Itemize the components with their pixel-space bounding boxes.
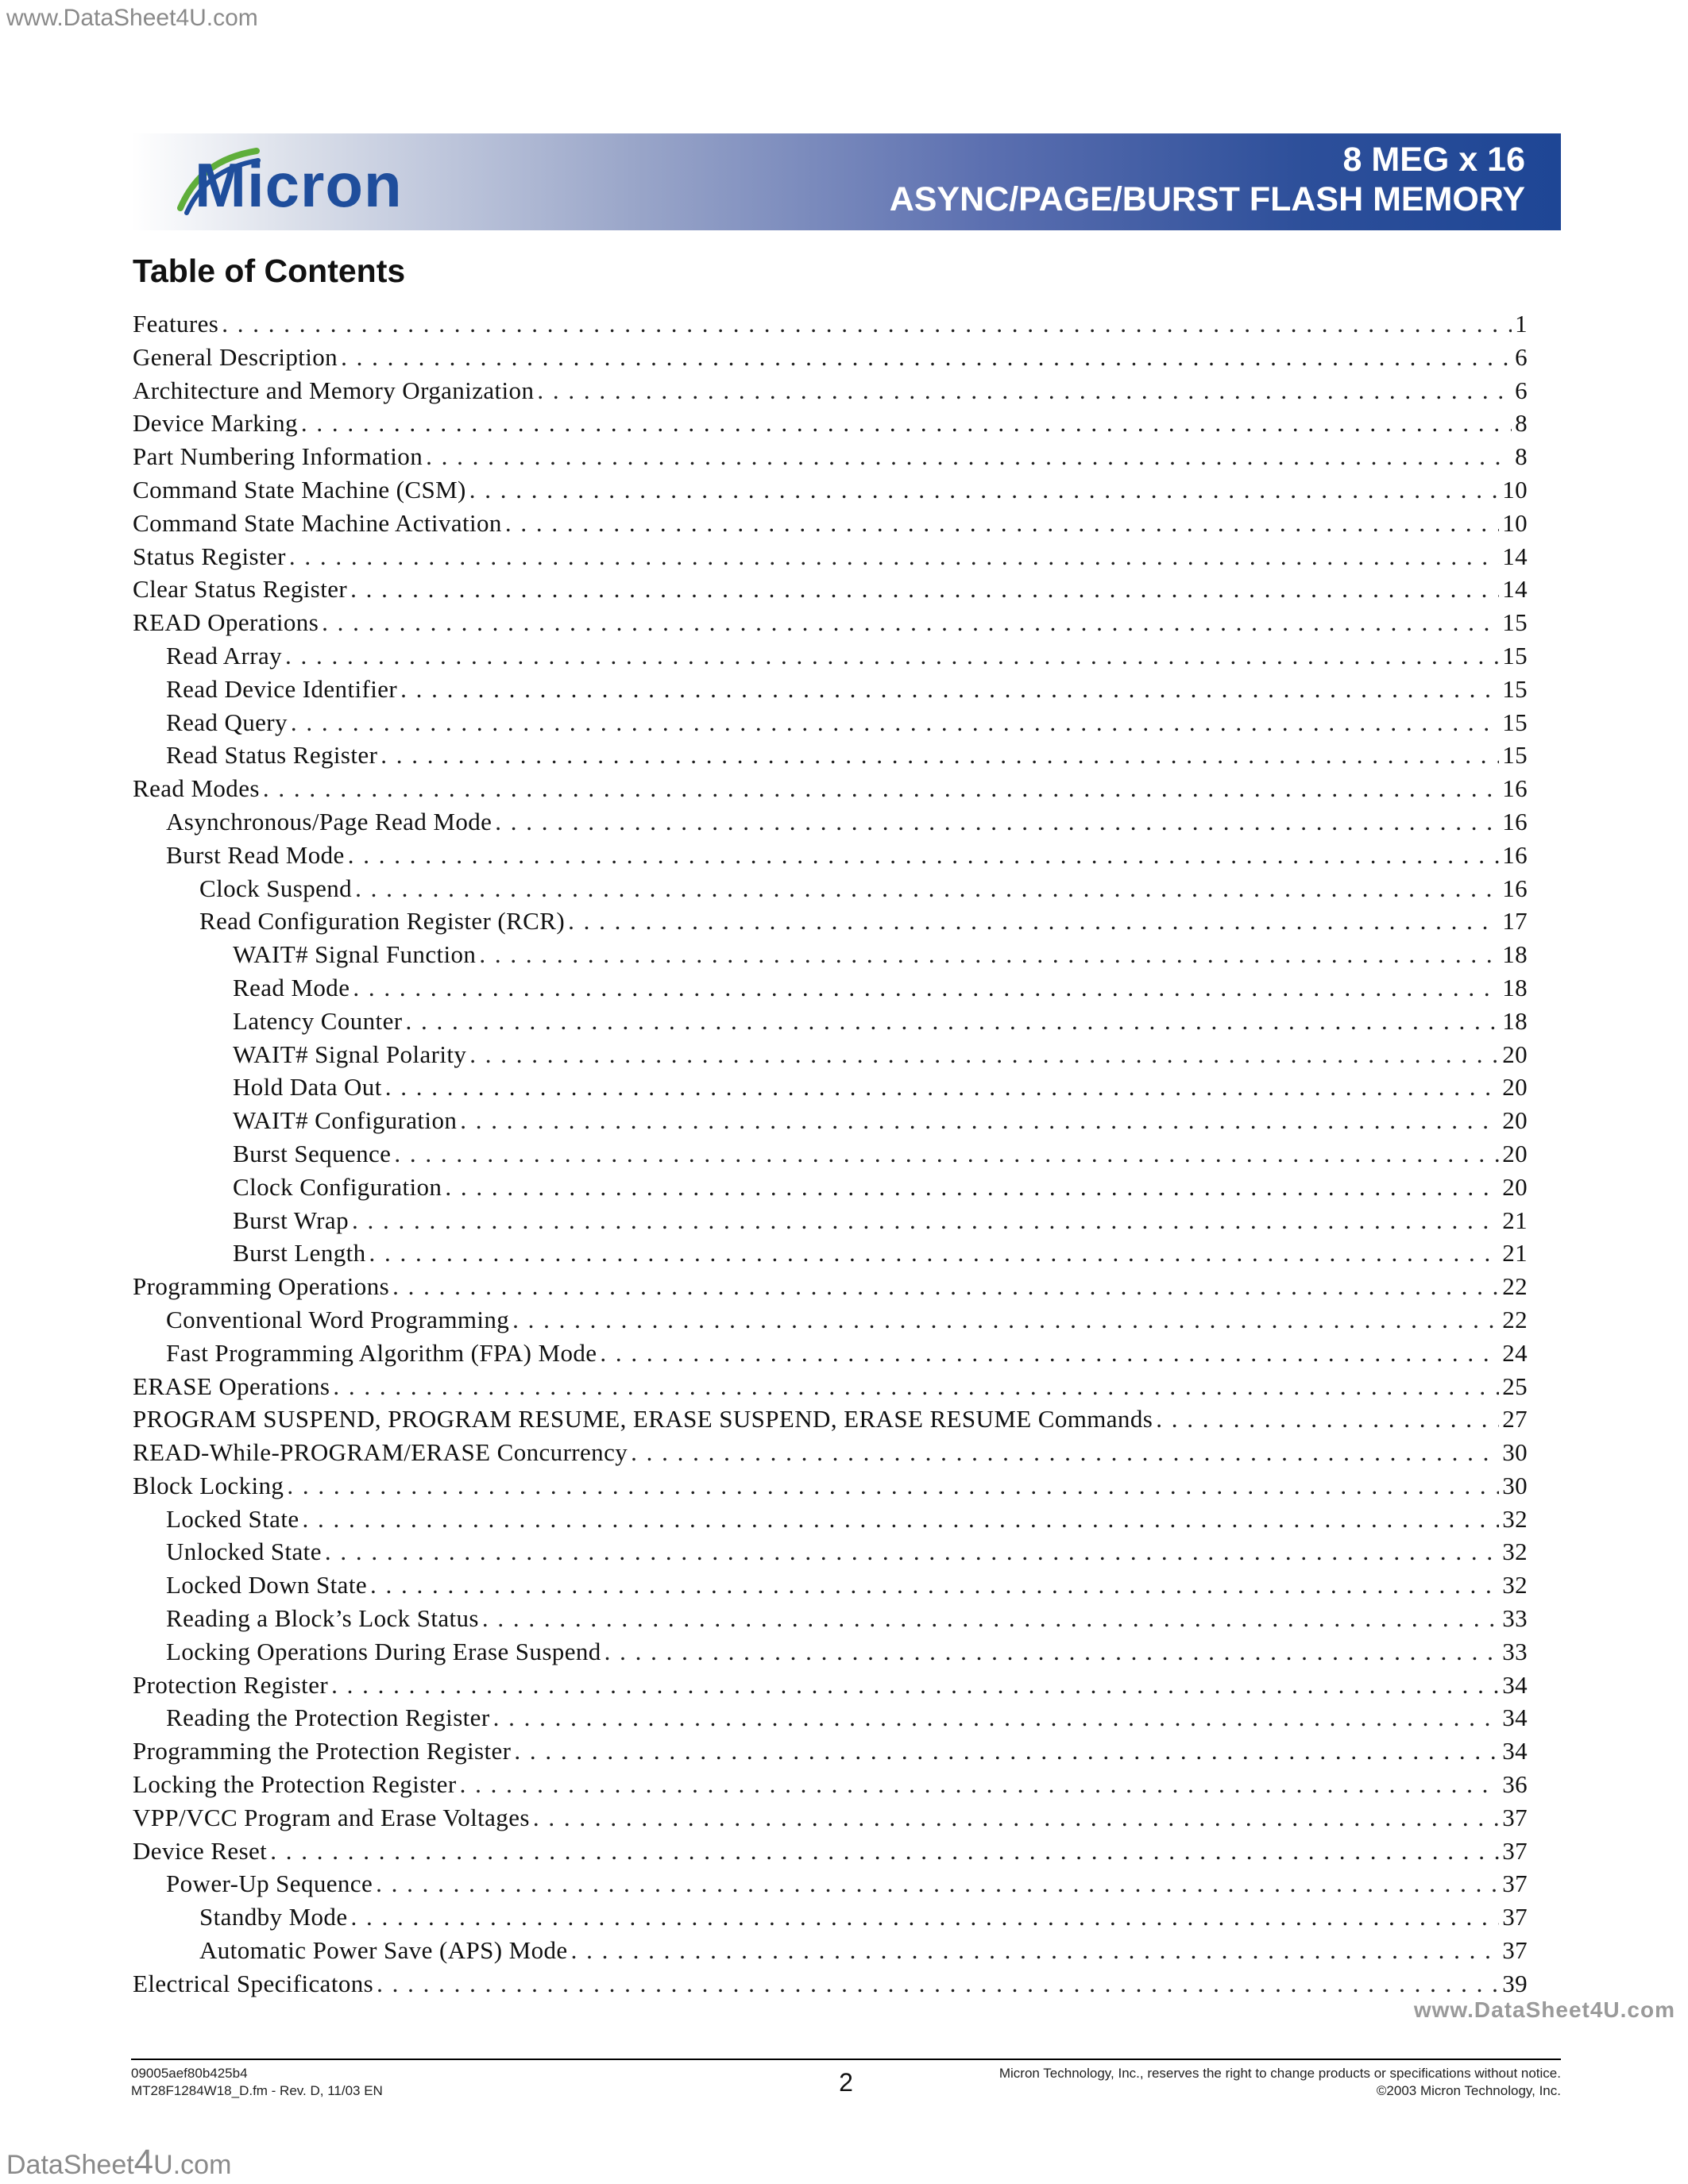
toc-entry[interactable] — [133, 1339, 1528, 1372]
toc-leader-dots — [322, 608, 1499, 637]
toc-leader-dots — [377, 1970, 1499, 1998]
toc-entry[interactable] — [133, 1073, 1528, 1106]
toc-entry-page: 1 — [1515, 310, 1528, 338]
toc-leader-dots — [350, 575, 1499, 604]
doc-id: 09005aef80b425b4 — [131, 2066, 248, 2081]
toc-entry-title: Clear Status Register — [133, 575, 348, 604]
toc-leader-dots — [495, 808, 1499, 836]
toc-entry-title: Read Configuration Register (RCR) — [199, 907, 566, 936]
toc-entry[interactable] — [133, 1970, 1528, 2003]
toc-entry-page: 32 — [1502, 1538, 1528, 1566]
toc-entry-page: 21 — [1502, 1239, 1528, 1268]
toc-leader-dots — [469, 476, 1499, 504]
toc-leader-dots — [355, 874, 1499, 903]
toc-entry-title: Device Marking — [133, 409, 298, 438]
toc-entry-page: 32 — [1502, 1504, 1528, 1533]
toc-entry-page: 6 — [1515, 376, 1528, 404]
toc-entry-title: Locking Operations During Erase Suspend — [166, 1637, 601, 1665]
footer-rule — [131, 2059, 1561, 2060]
toc-entry-title: WAIT# Configuration — [233, 1106, 458, 1135]
toc-leader-dots — [325, 1538, 1499, 1566]
toc-entry[interactable] — [133, 1671, 1528, 1704]
toc-entry[interactable] — [133, 907, 1528, 940]
toc-entry-page: 20 — [1502, 1040, 1528, 1068]
table-of-contents — [133, 310, 1528, 2003]
toc-leader-dots — [285, 642, 1499, 670]
toc-entry-title: Read Modes — [133, 774, 260, 803]
toc-entry-title: General Description — [133, 342, 338, 371]
toc-leader-dots — [331, 1671, 1499, 1700]
toc-entry-page: 22 — [1502, 1272, 1528, 1301]
toc-leader-dots — [512, 1306, 1499, 1334]
toc-entry[interactable] — [133, 940, 1528, 974]
toc-entry[interactable] — [133, 675, 1528, 708]
toc-entry-title: Latency Counter — [233, 1006, 403, 1035]
toc-entry-page: 10 — [1502, 508, 1528, 537]
toc-entry-title: Block Locking — [133, 1471, 284, 1499]
toc-entry-title: PROGRAM SUSPEND, PROGRAM RESUME, ERASE SUSPEND, ERASE RESUME Commands — [133, 1405, 1153, 1433]
watermark-bottom — [6, 2143, 231, 2182]
toc-leader-dots — [460, 1106, 1499, 1135]
toc-entry[interactable] — [133, 1372, 1528, 1406]
toc-leader-dots — [370, 1571, 1499, 1599]
toc-entry-page: 33 — [1502, 1604, 1528, 1633]
toc-entry-page: 16 — [1502, 774, 1528, 803]
toc-entry-page: 20 — [1502, 1172, 1528, 1201]
toc-leader-dots — [493, 1704, 1500, 1732]
header-banner — [131, 133, 1561, 230]
toc-leader-dots — [301, 409, 1512, 438]
toc-entry-title: ERASE Operations — [133, 1372, 330, 1400]
toc-entry[interactable] — [133, 310, 1528, 343]
toc-entry[interactable] — [133, 774, 1528, 808]
disclaimer: Micron Technology, Inc., reserves the right to change products or specifications without notice. — [999, 2066, 1561, 2081]
toc-leader-dots — [380, 741, 1499, 770]
toc-entry[interactable] — [133, 442, 1528, 476]
toc-entry-title: Reading a Block’s Lock Status — [166, 1604, 479, 1633]
toc-entry[interactable] — [133, 1438, 1528, 1472]
toc-entry-title: Standby Mode — [199, 1903, 348, 1931]
toc-leader-dots — [270, 1837, 1499, 1866]
toc-entry[interactable] — [133, 409, 1528, 442]
toc-entry[interactable] — [133, 1405, 1528, 1438]
toc-leader-dots — [537, 376, 1512, 405]
footer-right — [999, 2065, 1561, 2100]
toc-leader-dots — [571, 1936, 1500, 1965]
toc-entry-page: 37 — [1502, 1870, 1528, 1898]
toc-entry-title: Asynchronous/Page Read Mode — [166, 807, 492, 835]
toc-entry-page: 16 — [1502, 840, 1528, 869]
toc-entry-page: 15 — [1502, 641, 1528, 669]
toc-leader-dots — [352, 1206, 1499, 1235]
toc-entry[interactable] — [133, 974, 1528, 1007]
toc-entry-page: 16 — [1502, 874, 1528, 902]
toc-entry-page: 8 — [1515, 442, 1528, 471]
toc-entry-title: Status Register — [133, 542, 286, 570]
page-number: 2 — [839, 2068, 853, 2097]
toc-entry[interactable] — [133, 1604, 1528, 1638]
toc-entry[interactable] — [133, 376, 1528, 410]
toc-entry-title: Programming Operations — [133, 1272, 390, 1301]
toc-entry-page: 37 — [1502, 1803, 1528, 1831]
toc-entry-title: Command State Machine Activation — [133, 508, 502, 537]
toc-leader-dots — [333, 1372, 1499, 1401]
toc-entry-title: Power-Up Sequence — [166, 1870, 373, 1898]
title-line-2: ASYNC/PAGE/BURST FLASH MEMORY — [889, 180, 1525, 218]
watermark-bottom-suffix: U.com — [153, 2150, 232, 2180]
toc-entry-title: Locked State — [166, 1504, 299, 1533]
toc-entry[interactable] — [133, 1770, 1528, 1804]
toc-leader-dots — [605, 1638, 1500, 1666]
toc-entry[interactable] — [133, 1040, 1528, 1074]
file-revision: MT28F1284W18_D.fm - Rev. D, 11/03 EN — [131, 2083, 383, 2098]
title-line-1: 8 MEG x 16 — [1342, 141, 1525, 179]
toc-leader-dots — [568, 907, 1499, 936]
toc-entry[interactable] — [133, 808, 1528, 841]
toc-entry-title: Device Reset — [133, 1836, 268, 1865]
toc-entry-page: 39 — [1502, 1969, 1528, 1997]
toc-entry-title: Locking the Protection Register — [133, 1770, 457, 1799]
toc-entry-title: Protection Register — [133, 1670, 329, 1699]
toc-entry-title: WAIT# Signal Function — [233, 940, 477, 969]
toc-entry[interactable] — [133, 1903, 1528, 1936]
toc-entry-title: Electrical Specificatons — [133, 1969, 374, 1997]
toc-entry-title: Burst Length — [233, 1239, 366, 1268]
document-title — [890, 140, 1525, 219]
toc-entry[interactable] — [133, 1239, 1528, 1272]
toc-entry-page: 15 — [1502, 708, 1528, 736]
toc-entry[interactable] — [133, 343, 1528, 376]
toc-leader-dots — [287, 1472, 1499, 1500]
toc-entry-page: 22 — [1502, 1305, 1528, 1333]
toc-entry-page: 37 — [1502, 1936, 1528, 1965]
toc-entry-title: Architecture and Memory Organization — [133, 376, 535, 404]
toc-entry[interactable] — [133, 1272, 1528, 1306]
toc-entry-page: 36 — [1502, 1770, 1528, 1799]
toc-entry[interactable] — [133, 1306, 1528, 1339]
toc-entry-page: 14 — [1502, 575, 1528, 604]
toc-entry-title: Unlocked State — [166, 1538, 322, 1566]
toc-entry[interactable] — [133, 1173, 1528, 1206]
toc-entry-page: 20 — [1502, 1106, 1528, 1135]
toc-entry-title: Read Device Identifier — [166, 674, 398, 703]
toc-leader-dots — [505, 509, 1499, 538]
toc-entry-page: 27 — [1502, 1405, 1528, 1433]
toc-leader-dots — [341, 343, 1512, 372]
toc-leader-dots — [600, 1339, 1499, 1368]
toc-entry-title: Reading the Protection Register — [166, 1704, 490, 1732]
toc-leader-dots — [351, 1903, 1500, 1931]
toc-entry-title: Clock Configuration — [233, 1172, 442, 1201]
toc-leader-dots — [348, 841, 1499, 870]
toc-entry[interactable] — [133, 1472, 1528, 1505]
toc-entry[interactable] — [133, 1704, 1528, 1737]
toc-entry-page: 15 — [1502, 608, 1528, 637]
toc-leader-dots — [631, 1438, 1499, 1467]
toc-entry[interactable] — [133, 1106, 1528, 1140]
toc-leader-dots — [479, 940, 1499, 969]
toc-entry[interactable] — [133, 1804, 1528, 1837]
toc-entry-page: 30 — [1502, 1471, 1528, 1499]
toc-leader-dots — [353, 974, 1499, 1002]
toc-entry-title: READ-While-PROGRAM/ERASE Concurrency — [133, 1438, 628, 1467]
toc-entry[interactable] — [133, 1206, 1528, 1240]
toc-leader-dots — [392, 1272, 1499, 1301]
toc-entry-title: Fast Programming Algorithm (FPA) Mode — [166, 1338, 597, 1367]
toc-entry-title: Read Mode — [233, 973, 350, 1001]
toc-entry-title: VPP/VCC Program and Erase Voltages — [133, 1803, 530, 1831]
toc-entry-title: Read Array — [166, 641, 283, 669]
toc-entry-title: READ Operations — [133, 608, 319, 637]
micron-logo — [163, 143, 465, 222]
copyright: ©2003 Micron Technology, Inc. — [1376, 2083, 1561, 2098]
toc-entry-page: 15 — [1502, 674, 1528, 703]
toc-entry-title: Burst Read Mode — [166, 840, 345, 869]
toc-entry-page: 8 — [1515, 409, 1528, 438]
toc-entry-title: Part Numbering Information — [133, 442, 423, 471]
toc-entry-page: 16 — [1502, 807, 1528, 835]
toc-entry-page: 24 — [1502, 1338, 1528, 1367]
toc-entry[interactable] — [133, 1936, 1528, 1970]
toc-entry[interactable] — [133, 608, 1528, 642]
toc-leader-dots — [222, 310, 1512, 338]
toc-entry-title: Features — [133, 310, 219, 338]
toc-entry[interactable] — [133, 1538, 1528, 1571]
toc-entry-page: 20 — [1502, 1139, 1528, 1167]
toc-leader-dots — [1156, 1405, 1499, 1433]
toc-entry-page: 37 — [1502, 1836, 1528, 1865]
toc-entry-title: Burst Wrap — [233, 1206, 349, 1234]
toc-entry-page: 20 — [1502, 1073, 1528, 1102]
toc-entry-title: Command State Machine (CSM) — [133, 475, 466, 504]
toc-entry-title: Programming the Protection Register — [133, 1737, 512, 1765]
toc-entry-page: 14 — [1502, 542, 1528, 570]
watermark-top: www.DataSheet4U.com — [6, 5, 258, 31]
toc-leader-dots — [469, 1040, 1499, 1069]
toc-leader-dots — [303, 1505, 1500, 1534]
toc-leader-dots — [533, 1804, 1499, 1832]
toc-entry-page: 18 — [1502, 940, 1528, 969]
toc-leader-dots — [263, 774, 1499, 803]
toc-entry-page: 6 — [1515, 342, 1528, 371]
toc-entry-title: WAIT# Signal Polarity — [233, 1040, 467, 1068]
toc-entry-title: Read Query — [166, 708, 288, 736]
toc-entry[interactable] — [133, 509, 1528, 542]
toc-entry-title: Conventional Word Programming — [166, 1305, 510, 1333]
toc-leader-dots — [376, 1870, 1499, 1898]
toc-entry-title: Clock Suspend — [199, 874, 353, 902]
toc-leader-dots — [514, 1737, 1499, 1765]
toc-entry[interactable] — [133, 1870, 1528, 1903]
toc-leader-dots — [385, 1073, 1499, 1102]
watermark-right: www.DataSheet4U.com — [1413, 1997, 1675, 2022]
toc-leader-dots — [426, 442, 1512, 471]
toc-leader-dots — [369, 1239, 1500, 1268]
toc-entry[interactable] — [133, 1837, 1528, 1870]
toc-entry[interactable] — [133, 1007, 1528, 1040]
toc-entry-title: Read Status Register — [166, 741, 378, 770]
footer-left — [131, 2065, 383, 2100]
toc-entry-page: 10 — [1502, 475, 1528, 504]
toc-entry[interactable] — [133, 841, 1528, 874]
toc-leader-dots — [394, 1140, 1499, 1168]
toc-entry[interactable] — [133, 542, 1528, 576]
toc-entry-title: Locked Down State — [166, 1571, 368, 1599]
toc-leader-dots — [291, 708, 1499, 737]
toc-entry[interactable] — [133, 741, 1528, 774]
toc-entry[interactable] — [133, 1571, 1528, 1604]
toc-entry-page: 37 — [1502, 1903, 1528, 1931]
toc-entry-page: 34 — [1502, 1670, 1528, 1699]
toc-entry-page: 15 — [1502, 741, 1528, 770]
toc-entry-page: 17 — [1502, 907, 1528, 936]
svg-text:Micron: Micron — [195, 150, 403, 220]
toc-entry-title: Burst Sequence — [233, 1139, 392, 1167]
toc-leader-dots — [400, 675, 1499, 704]
toc-leader-dots — [445, 1173, 1499, 1202]
toc-entry[interactable] — [133, 1638, 1528, 1671]
toc-entry-page: 34 — [1502, 1737, 1528, 1765]
toc-entry[interactable] — [133, 575, 1528, 608]
toc-entry-page: 21 — [1502, 1206, 1528, 1234]
toc-leader-dots — [460, 1770, 1500, 1799]
toc-entry[interactable] — [133, 708, 1528, 742]
toc-entry-page: 34 — [1502, 1704, 1528, 1732]
toc-entry[interactable] — [133, 1737, 1528, 1770]
toc-entry-page: 18 — [1502, 1006, 1528, 1035]
toc-entry[interactable] — [133, 874, 1528, 908]
toc-leader-dots — [482, 1604, 1499, 1633]
toc-entry-title: Hold Data Out — [233, 1073, 382, 1102]
toc-entry[interactable] — [133, 1505, 1528, 1538]
toc-leader-dots — [405, 1007, 1499, 1036]
watermark-bottom-digit: 4 — [133, 2143, 154, 2182]
toc-entry[interactable] — [133, 1140, 1528, 1173]
toc-entry-title: Automatic Power Save (APS) Mode — [199, 1936, 568, 1965]
toc-entry-page: 18 — [1502, 973, 1528, 1001]
toc-entry-page: 32 — [1502, 1571, 1528, 1599]
toc-entry[interactable] — [133, 642, 1528, 675]
toc-entry-page: 25 — [1502, 1372, 1528, 1400]
toc-heading: Table of Contents — [133, 253, 406, 289]
toc-entry[interactable] — [133, 476, 1528, 509]
toc-entry-page: 33 — [1502, 1637, 1528, 1665]
watermark-bottom-prefix: DataSheet — [6, 2150, 134, 2180]
toc-entry-page: 30 — [1502, 1438, 1528, 1467]
toc-leader-dots — [289, 542, 1499, 571]
